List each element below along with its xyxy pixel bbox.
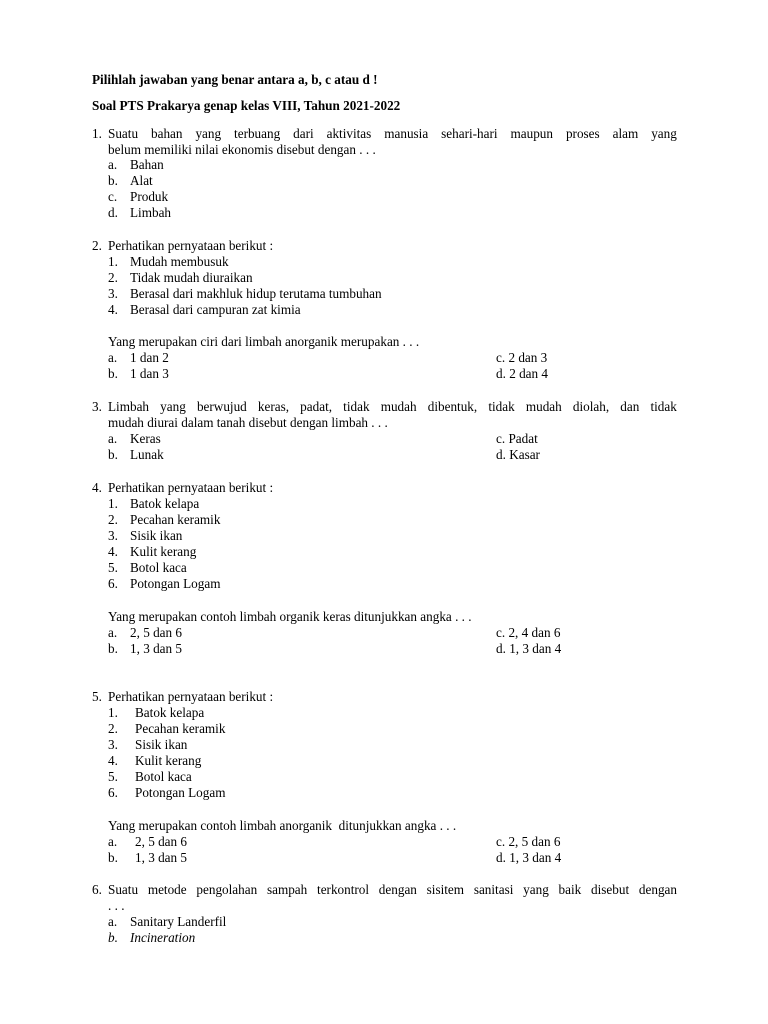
question-prompt: Yang merupakan contoh limbah organik keras ditunjukkan angka . . .: [108, 609, 472, 624]
option-letter: b.: [108, 447, 118, 462]
option-text: Produk: [130, 189, 169, 204]
statement-number: 2.: [108, 512, 118, 527]
word: maupun: [510, 126, 553, 141]
option-letter: a.: [108, 157, 118, 172]
option-text: c. 2 dan 3: [496, 350, 548, 365]
word: yang: [651, 126, 677, 141]
option-letter: b.: [108, 366, 118, 381]
option-text: d. 1, 3 dan 4: [496, 641, 562, 656]
option-letter: a.: [108, 431, 118, 446]
option-text: d. 1, 3 dan 4: [496, 850, 562, 865]
option-text: Alat: [130, 173, 153, 188]
statement-text: Pecahan keramik: [130, 512, 221, 527]
statement-number: 5.: [108, 560, 118, 575]
word: yang: [195, 126, 222, 141]
word: berwujud: [196, 399, 247, 414]
statement-text: Batok kelapa: [130, 496, 200, 511]
statement-number: 4.: [108, 753, 118, 768]
option-text: Sanitary Landerfil: [130, 914, 227, 929]
question-stem-line: belum memiliki nilai ekonomis disebut dengan . . .: [108, 142, 376, 157]
word: Suatu: [108, 126, 139, 141]
option-text: c. 2, 5 dan 6: [496, 834, 561, 849]
statement-text: Sisik ikan: [135, 737, 188, 752]
word: dari: [293, 126, 314, 141]
option-text: d. Kasar: [496, 447, 540, 462]
statement-number: 2.: [108, 721, 118, 736]
question-stem-line: [108, 126, 677, 142]
statement-text: Sisik ikan: [130, 528, 183, 543]
statement-number: 1.: [108, 496, 118, 511]
option-text: 2, 5 dan 6: [135, 834, 188, 849]
statement-text: Botol kaca: [135, 769, 192, 784]
statement-number: 4.: [108, 302, 118, 317]
word: padat,: [300, 399, 333, 414]
word: bahan: [151, 126, 183, 141]
option-letter: d.: [108, 205, 118, 220]
word: aktivitas: [326, 126, 372, 141]
statement-number: 1.: [108, 705, 118, 720]
option-letter: b.: [108, 850, 118, 865]
statement-text: Pecahan keramik: [135, 721, 226, 736]
option-text: d. 2 dan 4: [496, 366, 549, 381]
statement-number: 6.: [108, 785, 118, 800]
question-number: 2.: [92, 238, 102, 253]
question-stem: Perhatikan pernyataan berikut :: [108, 480, 274, 495]
statement-number: 2.: [108, 270, 118, 285]
word: diolah,: [572, 399, 610, 414]
statement-text: Potongan Logam: [135, 785, 226, 800]
option-text: 1, 3 dan 5: [130, 641, 183, 656]
statement-text: Tidak mudah diuraikan: [130, 270, 253, 285]
option-text: c. Padat: [496, 431, 538, 446]
option-letter: b.: [108, 641, 118, 656]
word: tidak: [488, 399, 515, 414]
word: sehari-hari: [441, 126, 498, 141]
option-text: Bahan: [130, 157, 164, 172]
word: Limbah: [108, 399, 150, 414]
statement-text: Berasal dari makhluk hidup terutama tumbuhan: [130, 286, 382, 301]
option-text: Incineration: [130, 930, 196, 945]
word: tidak: [343, 399, 370, 414]
option-letter: b.: [108, 930, 118, 945]
question-stem: Perhatikan pernyataan berikut :: [108, 238, 274, 253]
statement-text: Kulit kerang: [130, 544, 197, 559]
option-letter: b.: [108, 173, 118, 188]
option-text: c. 2, 4 dan 6: [496, 625, 561, 640]
question-number: 4.: [92, 480, 102, 495]
question-number: 5.: [92, 689, 102, 704]
word: dan: [620, 399, 640, 414]
option-text: Lunak: [130, 447, 164, 462]
statement-text: Mudah membusuk: [130, 254, 229, 269]
instruction: Pilihlah jawaban yang benar antara a, b, c atau d !: [92, 72, 378, 87]
option-letter: a.: [108, 834, 118, 849]
statement-number: 3.: [108, 737, 118, 752]
exam-title: Soal PTS Prakarya genap kelas VIII, Tahun 2021-2022: [92, 98, 401, 113]
option-text: 1 dan 3: [130, 366, 169, 381]
option-text: 2, 5 dan 6: [130, 625, 183, 640]
option-letter: c.: [108, 189, 118, 204]
option-letter: a.: [108, 914, 118, 929]
statement-number: 3.: [108, 528, 118, 543]
word: dibentuk,: [427, 399, 478, 414]
question-prompt: Yang merupakan ciri dari limbah anorganik merupakan . . .: [108, 334, 420, 349]
word: proses: [565, 126, 600, 141]
statement-text: Batok kelapa: [135, 705, 205, 720]
question-stem-line: . . .: [108, 898, 125, 913]
option-text: 1, 3 dan 5: [135, 850, 188, 865]
question-number: 6.: [92, 882, 102, 897]
question-number: 3.: [92, 399, 102, 414]
statement-number: 6.: [108, 576, 118, 591]
option-text: Limbah: [130, 205, 172, 220]
statement-number: 5.: [108, 769, 118, 784]
option-letter: a.: [108, 625, 118, 640]
statement-text: Berasal dari campuran zat kimia: [130, 302, 301, 317]
word: manusia: [384, 126, 429, 141]
question-number: 1.: [92, 126, 102, 141]
word: tidak: [650, 399, 677, 414]
option-letter: a.: [108, 350, 118, 365]
question-stem-line: Suatu metode pengolahan sampah terkontrol dengan sisitem sanitasi yang baik disebut dengan: [108, 882, 677, 897]
statement-number: 1.: [108, 254, 118, 269]
question-stem: Perhatikan pernyataan berikut :: [108, 689, 274, 704]
word: keras,: [257, 399, 290, 414]
word: terbuang: [234, 126, 281, 141]
statement-number: 4.: [108, 544, 118, 559]
statement-number: 3.: [108, 286, 118, 301]
word: mudah: [380, 399, 417, 414]
statement-text: Potongan Logam: [130, 576, 221, 591]
word: yang: [160, 399, 186, 414]
question-prompt: Yang merupakan contoh limbah anorganik ditunjukkan angka . . .: [108, 818, 457, 833]
question-stem-line: [108, 399, 677, 415]
word: alam: [612, 126, 639, 141]
question-stem-line: mudah diurai dalam tanah disebut dengan limbah . . .: [108, 415, 388, 430]
option-text: Keras: [130, 431, 161, 446]
statement-text: Kulit kerang: [135, 753, 202, 768]
word: mudah: [525, 399, 562, 414]
option-text: 1 dan 2: [130, 350, 169, 365]
statement-text: Botol kaca: [130, 560, 187, 575]
